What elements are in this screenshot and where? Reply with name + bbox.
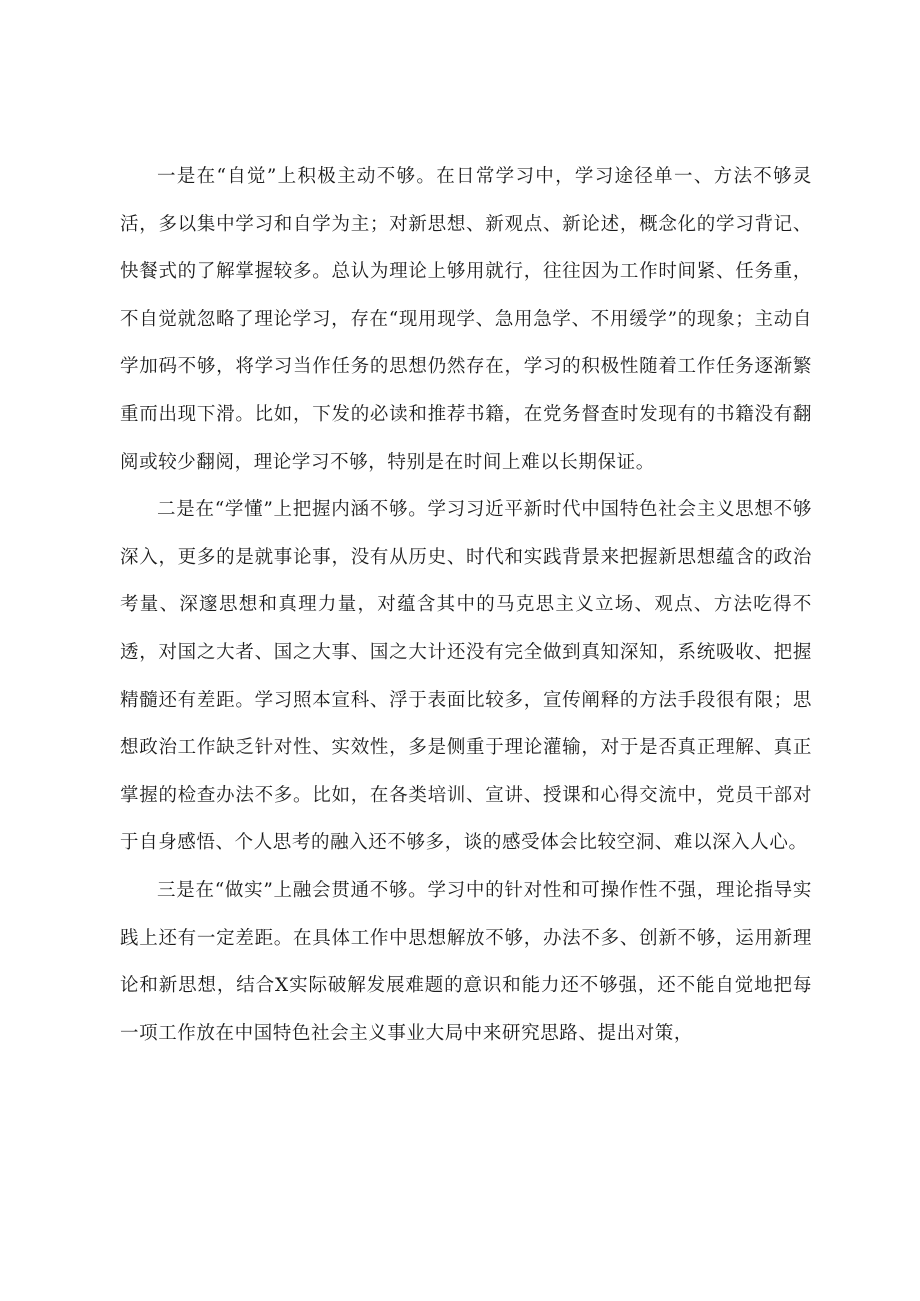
paragraph-1-lead: 一是在“自觉”上积极主动不够。 <box>157 166 437 187</box>
paragraph-2 <box>120 486 812 867</box>
document-body <box>120 153 812 1057</box>
paragraph-1-body: 在日常学习中，学习途径单一、方法不够灵活，多以集中学习和自学为主；对新思想、新观点、新论述，概念化的学习背记、快餐式的了解掌握较多。总认为理论上够用就行，往往因为工作时间紧、任务重，不自觉就忽略了理论学习，存在“现用现学、急用急学、不用缓学”的现象；主动自学加码不够，将学习当作任务的思想仍然存在，学习的积极性随着工作任务逐渐繁重而出现下滑。比如，下发的必读和推荐书籍，在党务督查时发现有的书籍没有翻阅或较少翻阅，理论学习不够，特别是在时间上难以长期保证。 <box>120 166 813 473</box>
paragraph-1 <box>120 153 812 486</box>
paragraph-2-body: 学习习近平新时代中国特色社会主义思想不够深入，更多的是就事论事，没有从历史、时代和实践背景来把握新思想蕴含的政治考量、深邃思想和真理力量，对蕴含其中的马克思主义立场、观点、方法吃得不透，对国之大者、国之大事、国之大计还没有完全做到真知深知，系统吸收、把握精髓还有差距。学习照本宣科、浮于表面比较多，宣传阐释的方法手段很有限；思想政治工作缺乏针对性、实效性，多是侧重于理论灌输，对于是否真正理解、真正掌握的检查办法不多。比如，在各类培训、宣讲、授课和心得交流中，党员干部对于自身感悟、个人思考的融入还不够多，谈的感受体会比较空洞、难以深入人心。 <box>120 499 812 854</box>
paragraph-2-lead: 二是在“学懂”上把握内涵不够。 <box>157 499 428 521</box>
paragraph-3-body: 学习中的针对性和可操作性不强，理论指导实践上还有一定差距。在具体工作中思想解放不够，办法不多、创新不够，运用新理论和新思想，结合X实际破解发展难题的意识和能力还不够强，还不能自觉地把每一项工作放在中国特色社会主义事业大局中来研究思路、提出对策， <box>120 879 812 1044</box>
paragraph-3-lead: 三是在“做实”上融会贯通不够。 <box>157 879 428 901</box>
paragraph-3 <box>120 867 812 1057</box>
